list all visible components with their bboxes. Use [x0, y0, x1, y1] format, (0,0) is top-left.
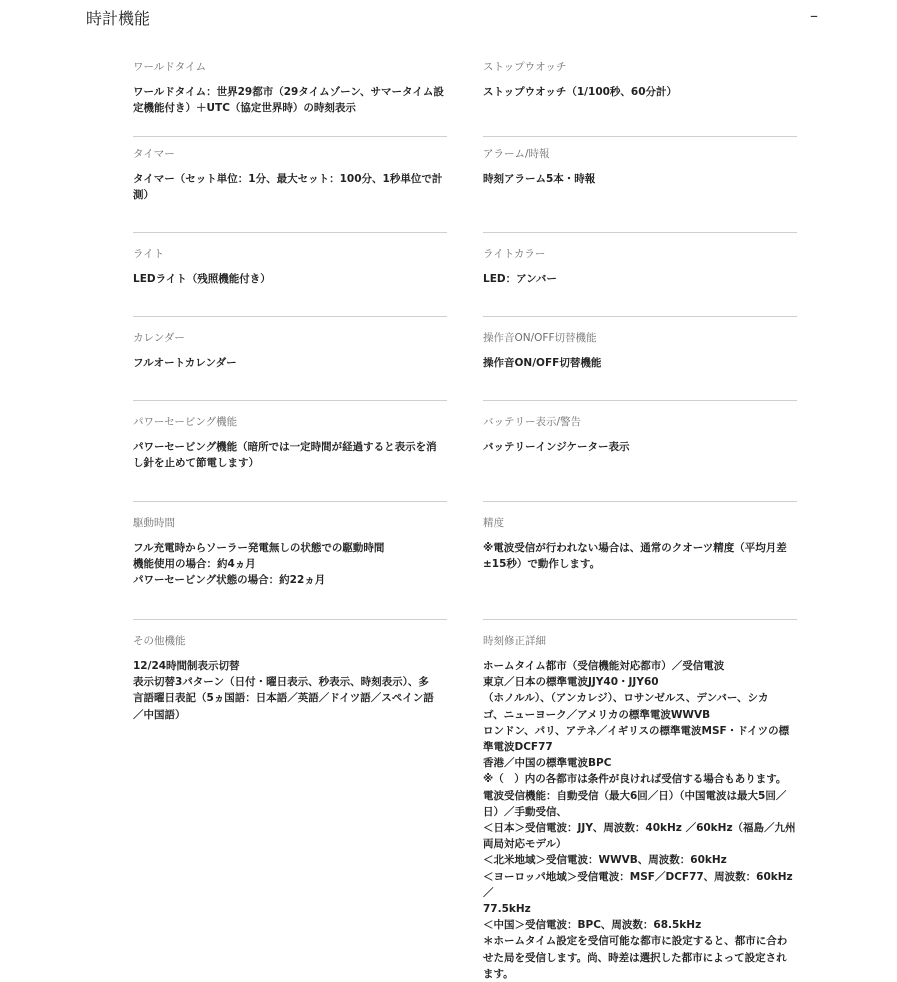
spec-label: パワーセービング機能 — [133, 416, 238, 428]
spec-column-right — [483, 54, 797, 982]
spec-sound-toggle — [483, 331, 797, 401]
spec-value: LED：アンバー — [483, 273, 557, 285]
spec-label: 操作音ON/OFF切替機能 — [483, 332, 597, 344]
spec-value: 操作音ON/OFF切替機能 — [483, 357, 602, 369]
spec-value: パワーセービング機能（暗所では一定時間が経過すると表示を消 し針を止めて節電します） — [133, 441, 437, 470]
section-header — [86, 6, 818, 30]
spec-power-saving — [133, 415, 447, 502]
spec-value: バッテリーインジケーター表示 — [483, 441, 630, 453]
spec-time-correction-details — [483, 634, 797, 982]
spec-stopwatch — [483, 60, 797, 137]
spec-timer — [133, 147, 447, 233]
spec-label: バッテリー表示/警告 — [483, 416, 582, 428]
spec-alarm — [483, 147, 797, 233]
spec-value: フルオートカレンダー — [133, 357, 237, 369]
spec-label: アラーム/時報 — [483, 148, 550, 160]
spec-label: ライトカラー — [483, 248, 546, 260]
spec-accuracy — [483, 516, 797, 620]
spec-label: その他機能 — [133, 635, 186, 647]
page-title: 時計機能 — [86, 9, 151, 28]
spec-value: フル充電時からソーラー発電無しの状態での駆動時間 機能使用の場合：約4ヵ月 パワーセービング状態の場合：約22ヵ月 — [133, 542, 385, 587]
spec-battery — [483, 415, 797, 502]
spec-label: ストップウオッチ — [483, 61, 567, 73]
spec-value: LEDライト（残照機能付き） — [133, 273, 271, 285]
spec-value: ストップウオッチ（1/100秒、60分計） — [483, 86, 678, 98]
spec-label: タイマー — [133, 148, 175, 160]
spec-label: ライト — [133, 248, 165, 260]
spec-other-functions — [133, 634, 447, 723]
spec-value: ワールドタイム：世界29都市（29タイムゾーン、サマータイム設 定機能付き）＋UTC（協定世界時）の時刻表示 — [133, 86, 444, 115]
spec-label: 時刻修正詳細 — [483, 635, 546, 647]
spec-value: ※電波受信が行われない場合は、通常のクオーツ精度（平均月差 ±15秒）で動作します。 — [483, 542, 787, 571]
spec-light — [133, 247, 447, 317]
spec-operating-time — [133, 516, 447, 620]
spec-calendar — [133, 331, 447, 401]
spec-light-color — [483, 247, 797, 317]
spec-value: ホームタイム都市（受信機能対応都市）／受信電波 東京／日本の標準電波JJY40・JJY60 （ホノルル）、（アンカレジ）、ロサンゼルス、デンバー、シカ ゴ、ニューヨーク／アメリカの標準電波WWVB ロンドン、パリ、アテネ／イギリスの標準電波MSF・ドイツの標 準電波DCF77 香港／中国の標準電波BPC ※（ ）内の各都市は条件が良ければ受信する場合もあります。 電波受信機能：自動受信（最大6回／日）（中国電波は最大5回／ 日）／手動受信、 ＜日本＞受信電波：JJY、周波数：40kHz ／60kHz（福島／九州 両局対応モデル） ＜北米地域＞受信電波：WWVB、周波数：60kHz ＜ヨーロッパ地域＞受信電波：MSF／DCF77、周波数：60kHz ／ 77.5kHz ＜中国＞受信電波：BPC、周波数：68.5kHz ＊ホームタイム設定を受信可能な都市に設定すると、都市に合わ せた局を受信します。尚、時差は選択した都市によって設定され ます。 — [483, 660, 796, 980]
collapse-toggle-button[interactable]: – — [810, 6, 818, 25]
spec-world-time — [133, 60, 447, 137]
spec-label: 精度 — [483, 517, 504, 529]
spec-label: 駆動時間 — [133, 517, 175, 529]
spec-value: 12/24時間制表示切替 表示切替3パターン（日付・曜日表示、秒表示、時刻表示）、多 言語曜日表記（5ヵ国語：日本語／英語／ドイツ語／スペイン語 ／中国語） — [133, 660, 434, 721]
spec-value: タイマー（セット単位：1分、最大セット：100分、1秒単位で計 測） — [133, 173, 443, 202]
spec-value: 時刻アラーム5本・時報 — [483, 173, 596, 185]
spec-label: ワールドタイム — [133, 61, 207, 73]
spec-column-left — [133, 54, 447, 723]
spec-label: カレンダー — [133, 332, 185, 344]
